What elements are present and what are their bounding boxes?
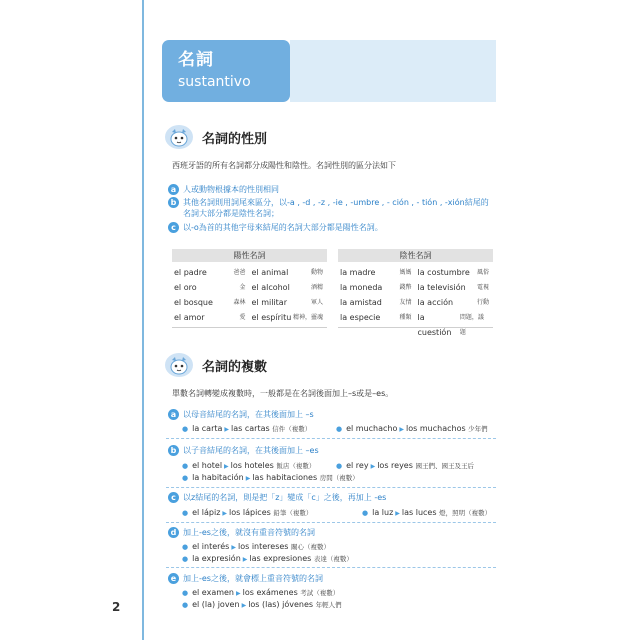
noun-zh: 種類 xyxy=(399,314,412,321)
table-row xyxy=(338,280,493,295)
table-row xyxy=(338,265,493,280)
table-row xyxy=(172,310,327,325)
bullet-icon: ● xyxy=(182,474,189,482)
noun-es: el oro xyxy=(174,283,197,292)
plural-example xyxy=(182,553,353,565)
triangle-right-icon: ▶ xyxy=(241,602,247,609)
triangle-right-icon: ▶ xyxy=(395,510,400,517)
plural: los (las) jóvenes xyxy=(248,600,314,609)
noun-es: el espíritu xyxy=(251,313,292,322)
bullet-icon: ● xyxy=(182,462,189,470)
singular: el muchacho xyxy=(346,424,398,433)
dotted-divider xyxy=(166,438,496,439)
gloss: 鉛筆（複數） xyxy=(273,509,313,517)
noun-es: la especie xyxy=(340,313,381,322)
plural: las cartas xyxy=(231,424,270,433)
bullet-icon: ● xyxy=(182,425,189,433)
plural-rule-e-text: 加上-es之後，就會標上重音符號的名詞 xyxy=(183,574,323,583)
noun-zh: 電視 xyxy=(476,284,489,291)
badge-a: a xyxy=(168,409,179,420)
singular: el rey xyxy=(346,461,369,470)
dotted-divider xyxy=(166,567,496,568)
section-plural-intro: 單數名詞轉變成複數時，一般都是在名詞後面加上–s或是–es。 xyxy=(172,389,394,398)
gender-point-b-line1: 其他名詞則用詞尾來區分，以-a , -d , -z , -ie , -umbre , - ción , - tión , -xión結尾的 xyxy=(183,198,489,207)
noun-zh: 金 xyxy=(239,284,246,291)
gloss: 考試（複數） xyxy=(300,589,340,597)
gloss: 關心（複數） xyxy=(291,543,331,551)
singular: el lápiz xyxy=(192,508,221,517)
section-gender-heading: 名詞的性別 xyxy=(202,131,268,147)
feminine-table-header: 陰性名詞 xyxy=(338,249,493,262)
bullet-icon: ● xyxy=(362,509,369,517)
mascot-icon xyxy=(164,352,194,378)
noun-es: el animal xyxy=(251,268,289,277)
table-row xyxy=(172,265,327,280)
badge-d: d xyxy=(168,527,179,538)
noun-es: el bosque xyxy=(174,298,213,307)
left-margin-rule xyxy=(142,0,144,640)
gloss: 國王們、國王及王后 xyxy=(415,462,474,470)
gender-point-a-text: 人或動物根據本的性別相同 xyxy=(183,185,279,194)
singular: la carta xyxy=(192,424,223,433)
badge-b: b xyxy=(168,445,179,456)
section-plural-title xyxy=(164,352,267,378)
bullet-icon: ● xyxy=(182,589,189,597)
plural: las expresiones xyxy=(249,554,312,563)
plural: los hoteles xyxy=(230,461,274,470)
plural: los lápices xyxy=(229,508,271,517)
triangle-right-icon: ▶ xyxy=(222,510,228,517)
section-gender-title xyxy=(164,124,267,150)
noun-es: el militar xyxy=(251,298,287,307)
plural: las habitaciones xyxy=(252,473,318,482)
plural-example xyxy=(182,587,339,599)
bullet-icon: ● xyxy=(182,509,189,517)
gender-point-b-line2: 名詞大部分都是陰性名詞； xyxy=(183,209,279,218)
chapter-title-zh: 名詞 xyxy=(178,50,214,70)
table-row xyxy=(172,295,327,310)
plural-example xyxy=(336,423,488,435)
gloss: 年輕人們 xyxy=(315,601,342,609)
singular: el hotel xyxy=(192,461,223,470)
plural-example xyxy=(182,472,359,484)
plural-example xyxy=(182,460,315,472)
noun-zh: 愛 xyxy=(239,314,246,321)
plural: los exámenes xyxy=(242,588,298,597)
badge-c: c xyxy=(168,492,179,503)
section-gender-intro: 西班牙語的所有名詞都分成陽性和陰性。名詞性別的區分法如下 xyxy=(172,161,396,170)
plural-rule-b-text: 以子音結尾的名詞，在其後面加上 –es xyxy=(183,446,319,455)
noun-es: la madre xyxy=(340,268,376,277)
noun-es: la cuestión xyxy=(417,313,452,337)
noun-zh: 軍人 xyxy=(310,299,323,306)
chapter-header xyxy=(162,40,290,102)
plural-example xyxy=(182,507,312,519)
masculine-table-header: 陽性名詞 xyxy=(172,249,327,262)
bullet-icon: ● xyxy=(182,555,189,563)
plural-example xyxy=(182,423,311,435)
page-number: 2 xyxy=(112,600,121,614)
plural: los reyes xyxy=(377,461,413,470)
triangle-right-icon: ▶ xyxy=(370,463,376,470)
plural-rule-e xyxy=(168,573,323,584)
dotted-divider xyxy=(166,522,496,523)
plural-rule-d-text: 加上-es之後，就沒有重音符號的名詞 xyxy=(183,528,315,537)
plural: los muchachos xyxy=(406,424,466,433)
gloss: 燈，照明（複數） xyxy=(439,509,492,517)
noun-es: la televisión xyxy=(417,283,466,292)
noun-es: la amistad xyxy=(340,298,382,307)
noun-es: la acción xyxy=(417,298,454,307)
noun-zh: 風俗 xyxy=(476,269,489,276)
plural: las luces xyxy=(401,508,437,517)
plural-rule-c xyxy=(168,492,386,503)
gloss: 信件（複數） xyxy=(272,425,312,433)
triangle-right-icon: ▶ xyxy=(242,556,248,563)
plural-example xyxy=(182,541,330,553)
gloss: 飯店（複數） xyxy=(276,462,316,470)
noun-zh: 行動 xyxy=(476,299,489,306)
badge-a: a xyxy=(168,184,179,195)
badge-b: b xyxy=(168,197,179,208)
plural-example xyxy=(182,599,342,611)
chapter-title-es: sustantivo xyxy=(178,74,251,90)
triangle-right-icon: ▶ xyxy=(236,590,241,597)
noun-es: la moneda xyxy=(340,283,383,292)
plural-rule-c-text: 以z結尾的名詞，則是把「z」變成「c」之後，再加上 -es xyxy=(183,493,387,502)
noun-zh: 問題，議題 xyxy=(459,314,484,336)
noun-zh: 爸爸 xyxy=(233,269,246,276)
dotted-divider xyxy=(166,487,496,488)
plural-example xyxy=(362,507,491,519)
table-row xyxy=(172,280,327,295)
gender-point-c xyxy=(168,222,383,233)
noun-es: la costumbre xyxy=(417,268,470,277)
mascot-icon xyxy=(164,124,194,150)
noun-zh: 錢幣 xyxy=(399,284,412,291)
plural-rule-b xyxy=(168,445,319,456)
triangle-right-icon: ▶ xyxy=(224,463,229,470)
triangle-right-icon: ▶ xyxy=(231,544,236,551)
gloss: 少年們 xyxy=(468,425,488,433)
badge-e: e xyxy=(168,573,179,584)
noun-zh: 森林 xyxy=(233,299,246,306)
plural-rule-d xyxy=(168,527,315,538)
header-band xyxy=(290,40,496,102)
table-row xyxy=(338,310,493,337)
triangle-right-icon: ▶ xyxy=(245,475,251,482)
noun-zh: 動物 xyxy=(310,269,323,276)
gloss: 表達（複數） xyxy=(313,555,353,563)
singular: el (la) joven xyxy=(192,600,240,609)
noun-es: el amor xyxy=(174,313,205,322)
singular: la expresión xyxy=(192,554,241,563)
gloss: 房間（複數） xyxy=(319,474,359,482)
singular: el interés xyxy=(192,542,230,551)
noun-es: el alcohol xyxy=(251,283,290,292)
badge-c: c xyxy=(168,222,179,233)
noun-zh: 媽媽 xyxy=(399,269,412,276)
singular: el examen xyxy=(192,588,234,597)
singular: la luz xyxy=(372,508,394,517)
singular: la habitación xyxy=(192,473,244,482)
noun-zh: 酒精 xyxy=(310,284,323,291)
gender-point-b xyxy=(168,197,498,219)
table-row xyxy=(338,295,493,310)
plural-example xyxy=(336,460,474,472)
bullet-icon: ● xyxy=(182,543,189,551)
triangle-right-icon: ▶ xyxy=(224,426,230,433)
bullet-icon: ● xyxy=(182,601,189,609)
plural-rule-a xyxy=(168,409,314,420)
noun-zh: 友情 xyxy=(399,299,412,306)
triangle-right-icon: ▶ xyxy=(399,426,405,433)
plural: los intereses xyxy=(237,542,289,551)
masculine-table xyxy=(172,249,327,328)
plural-rule-a-text: 以母音結尾的名詞，在其後面加上 –s xyxy=(183,410,314,419)
gender-point-a xyxy=(168,184,279,195)
noun-es: el padre xyxy=(174,268,207,277)
noun-zh: 精神，靈魂 xyxy=(292,314,323,321)
section-plural-heading: 名詞的複數 xyxy=(202,359,268,375)
gender-point-c-text: 以-o為首的其他字母來結尾的名詞大部分都是陽性名詞。 xyxy=(183,223,383,232)
bullet-icon: ● xyxy=(336,462,343,470)
feminine-table xyxy=(338,249,493,337)
bullet-icon: ● xyxy=(336,425,343,433)
